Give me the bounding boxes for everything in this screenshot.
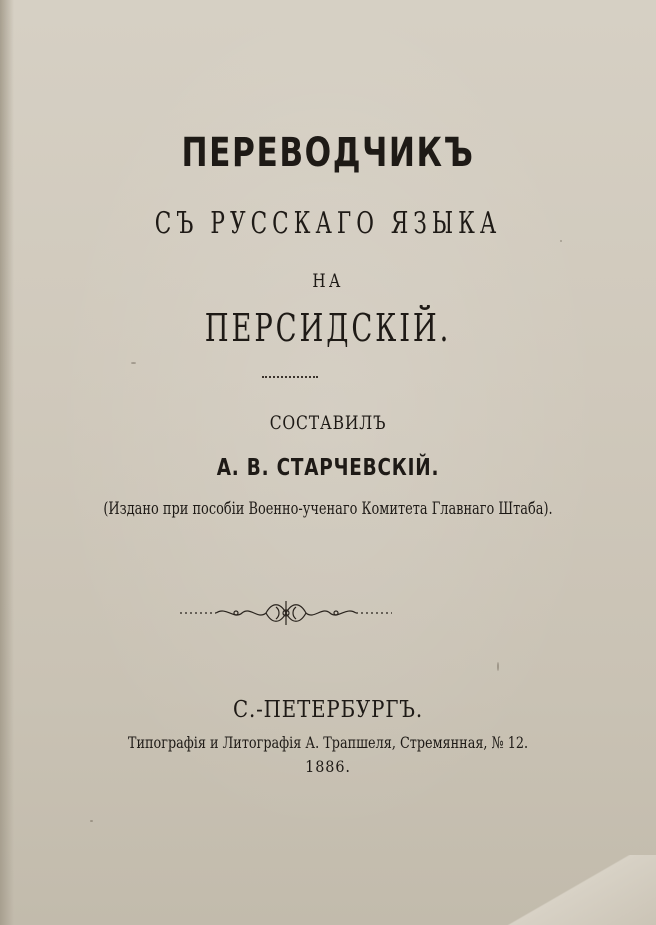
paper-speck — [131, 362, 136, 364]
printer-imprint: Типографія и Литографія А. Трапшеля, Стремянная, № 12. — [127, 733, 529, 752]
publication-city: С.-ПЕТЕРБУРГЪ. — [232, 697, 424, 723]
publication-note: (Издано при пособіи Военно-ученаго Комитета Главнаго Штаба). — [103, 499, 553, 519]
compiled-by-label: СОСТАВИЛЪ — [269, 412, 387, 434]
page-corner-curl — [506, 855, 656, 925]
author-name: А. В. СТАРЧЕВСКІЙ. — [216, 455, 440, 481]
title-connector: НА — [312, 270, 344, 292]
book-title: ПЕРЕВОДЧИКЪ — [181, 130, 475, 176]
target-language: ПЕРСИДСКІЙ. — [204, 306, 452, 350]
dotted-separator — [262, 376, 318, 378]
book-subtitle: СЪ РУССКАГО ЯЗЫКА — [154, 206, 502, 241]
publication-year: 1886. — [305, 757, 351, 776]
paper-speck — [497, 662, 499, 671]
paper-speck — [90, 820, 93, 822]
page-left-edge-shadow — [0, 0, 14, 925]
decorative-flourish-icon — [176, 598, 396, 628]
